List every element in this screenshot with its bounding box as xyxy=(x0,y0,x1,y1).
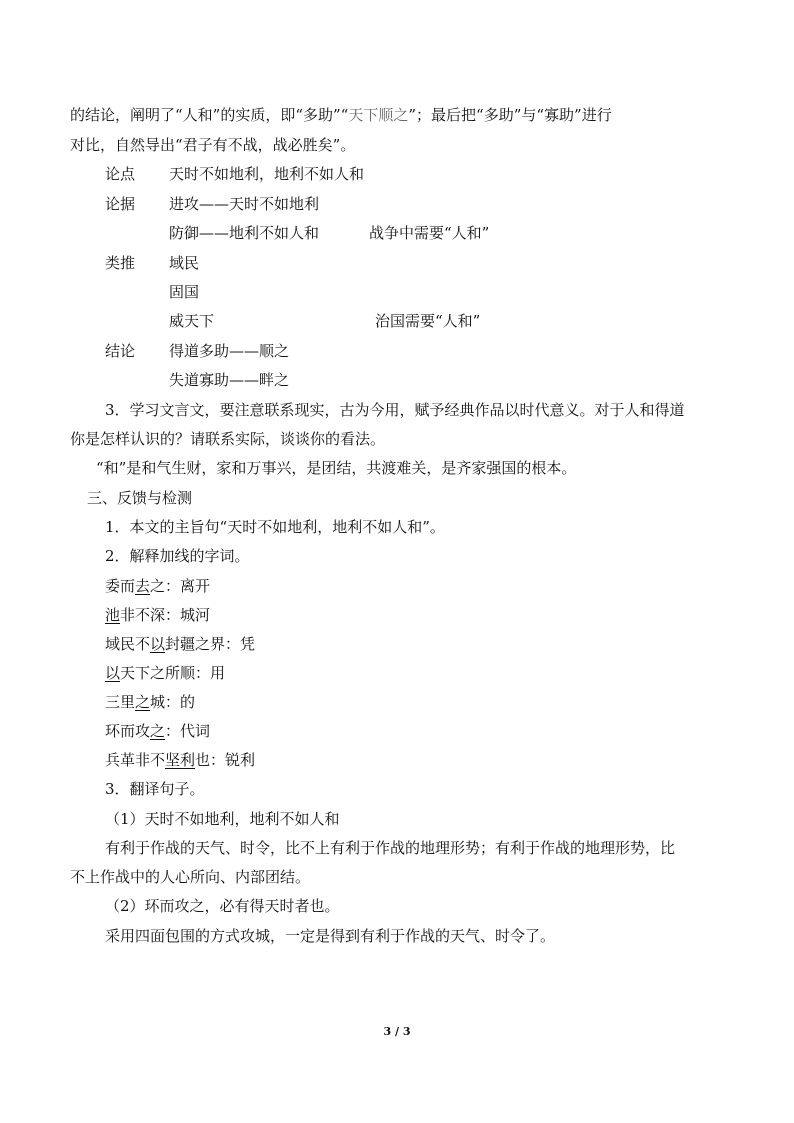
word-post: 之：离开 xyxy=(150,577,211,595)
word-pre: 兵革非不 xyxy=(105,751,166,769)
section3-item1: 1．本文的主旨句“天时不如地利，地利不如人和”。 xyxy=(105,518,445,536)
outline-text: 得道多助——顺之 xyxy=(169,342,290,360)
outline-note: 治国需要“人和” xyxy=(375,312,481,330)
intro-line-1 xyxy=(70,105,612,125)
word-post: 天下之所顺：用 xyxy=(120,664,226,682)
word-post: 也：锐利 xyxy=(195,751,256,769)
outline-label: 论点 xyxy=(105,165,136,183)
word-pre: 三里 xyxy=(105,693,136,711)
word-post: ：代词 xyxy=(165,722,211,740)
translate-2-answer: 采用四面包围的方式攻城，一定是得到有利于作战的天气、时令了。 xyxy=(105,927,556,945)
outline-text: 威天下 xyxy=(169,312,215,330)
outline-label: 类推 xyxy=(105,254,136,272)
section3-heading: 三、反馈与检测 xyxy=(87,489,193,507)
word-underlined: 坚利 xyxy=(165,751,196,769)
word-underlined: 以 xyxy=(150,635,166,653)
outline-label: 结论 xyxy=(105,342,136,360)
word-item xyxy=(105,634,255,654)
outline-text: 固国 xyxy=(169,283,200,301)
section3-item2: 2．解释加线的字词。 xyxy=(105,547,250,565)
word-pre: 委而 xyxy=(105,577,136,595)
word-item xyxy=(105,576,210,596)
outline-text: 进攻——天时不如地利 xyxy=(169,195,320,213)
word-underlined: 之 xyxy=(150,722,166,740)
intro-line-2: 对比，自然导出“君子有不战，战必胜矣”。 xyxy=(70,136,356,154)
outline-text: 失道寡助——畔之 xyxy=(169,371,290,389)
word-item xyxy=(105,605,210,625)
word-post: 封疆之界：凭 xyxy=(165,635,256,653)
word-post: 城：的 xyxy=(150,693,196,711)
section3-item3: 3．翻译句子。 xyxy=(105,780,205,798)
q3-line-2: 你是怎样认识的？请联系实际，谈谈你的看法。 xyxy=(70,430,386,448)
word-underlined: 去 xyxy=(135,577,151,595)
q3-answer: “和”是和气生财，家和万事兴，是团结，共渡难关，是齐家强国的根本。 xyxy=(96,459,577,477)
page-number: 3 / 3 xyxy=(383,1025,411,1038)
translate-1-answer-line-2: 不上作战中的人心所向、内部团结。 xyxy=(70,868,311,886)
intro-line-1-b: ”；最后把“多助”与“寡助”进行 xyxy=(408,106,612,124)
translate-1-source: （1）天时不如地利，地利不如人和 xyxy=(105,810,340,828)
word-item xyxy=(105,663,225,683)
outline-text: 防御——地利不如人和 xyxy=(169,224,320,242)
outline-label: 论据 xyxy=(105,195,136,213)
q3-line-1: 3．学习文言文，要注意联系现实，古为今用，赋予经典作品以时代意义。对于人和得道 xyxy=(105,401,685,419)
translate-1-answer-line-1: 有利于作战的天气、时令，比不上有利于作战的地理形势；有利于作战的地理形势，比 xyxy=(105,839,676,857)
word-underlined: 池 xyxy=(105,606,121,624)
word-post: 非不深：城河 xyxy=(120,606,211,624)
word-pre: 域民不 xyxy=(105,635,151,653)
intro-line-1-a: 的结论，阐明了“人和”的实质，即“多助”“ xyxy=(70,106,349,124)
translate-2-source: （2）环而攻之，必有得天时者也。 xyxy=(105,897,340,915)
word-pre: 环而攻 xyxy=(105,722,151,740)
word-item xyxy=(105,692,195,712)
outline-text: 天时不如地利，地利不如人和 xyxy=(169,165,365,183)
word-item xyxy=(105,750,255,770)
intro-highlight: 天下顺之 xyxy=(348,106,409,124)
outline-text: 域民 xyxy=(169,254,200,272)
outline-note: 战争中需要“人和” xyxy=(369,224,490,242)
word-item xyxy=(105,721,210,741)
word-underlined: 之 xyxy=(135,693,151,711)
word-underlined: 以 xyxy=(105,664,121,682)
